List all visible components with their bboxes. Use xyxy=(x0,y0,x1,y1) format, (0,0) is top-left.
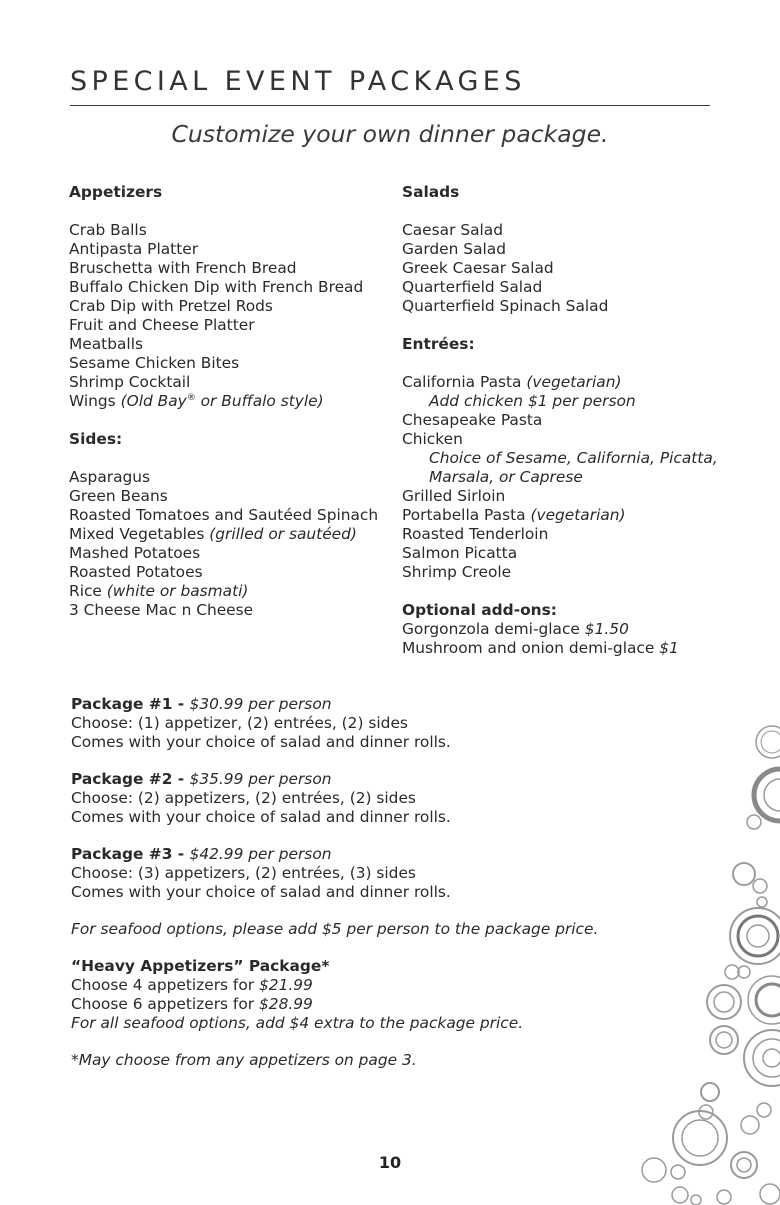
packages-list xyxy=(71,695,631,902)
entree-note: (vegetarian) xyxy=(530,506,626,524)
side-item xyxy=(69,468,399,487)
side-note: (white or basmati) xyxy=(106,582,249,600)
heavy-option-text: Choose 6 appetizers for xyxy=(71,995,259,1013)
package-label: Package #2 - xyxy=(71,770,190,788)
appetizer-item: Crab Balls xyxy=(69,221,147,239)
salads-section xyxy=(402,183,742,316)
appetizer-item: Antipasta Platter xyxy=(69,240,199,258)
side-name: Asparagus xyxy=(69,468,151,486)
package-includes: Comes with your choice of salad and dinner rolls. xyxy=(71,808,451,826)
appetizer-item: Meatballs xyxy=(69,335,143,353)
entree-sub-note: Marsala, or Caprese xyxy=(429,468,583,486)
appetizers-heading: Appetizers xyxy=(69,183,163,201)
appetizers-section xyxy=(69,183,399,411)
package-block xyxy=(71,695,631,752)
appetizer-list xyxy=(69,221,399,392)
appetizer-item: Buffalo Chicken Dip with French Bread xyxy=(69,278,364,296)
page-subtitle: Customize your own dinner package. xyxy=(171,120,609,148)
addon-price: $1 xyxy=(659,639,679,657)
salads-list xyxy=(402,221,742,316)
entree-item xyxy=(402,525,742,544)
entree-item xyxy=(402,430,742,449)
heavy-option xyxy=(71,976,631,995)
entree-note: (vegetarian) xyxy=(526,373,622,391)
package-label: Package #1 - xyxy=(71,695,190,713)
addons-section xyxy=(402,601,742,658)
heavy-heading: “Heavy Appetizers” Package* xyxy=(71,957,330,975)
appetizer-item: Crab Dip with Pretzel Rods xyxy=(69,297,273,315)
sides-section xyxy=(69,430,399,620)
entree-name: Shrimp Creole xyxy=(402,563,512,581)
salads-heading: Salads xyxy=(402,183,460,201)
package-header xyxy=(71,695,631,714)
entree-name: Chicken xyxy=(402,430,463,448)
side-name: Mashed Potatoes xyxy=(69,544,201,562)
heavy-option-price: $28.99 xyxy=(259,995,313,1013)
entree-name: Salmon Picatta xyxy=(402,544,518,562)
registered-mark: ® xyxy=(186,392,196,403)
salad-item: Greek Caesar Salad xyxy=(402,259,554,277)
package-includes: Comes with your choice of salad and dinner rolls. xyxy=(71,883,451,901)
entrees-heading: Entrées: xyxy=(402,335,475,353)
page-title: SPECIAL EVENT PACKAGES xyxy=(70,66,526,97)
packages-area xyxy=(71,695,631,1088)
side-name: Roasted Tomatoes and Sautéed Spinach xyxy=(69,506,379,524)
heavy-option-price: $21.99 xyxy=(259,976,313,994)
appetizer-wings xyxy=(69,392,399,411)
entrees-section xyxy=(402,335,742,582)
entree-item xyxy=(402,411,742,430)
wings-note xyxy=(121,392,324,410)
addon-name: Gorgonzola demi-glace xyxy=(402,620,585,638)
right-column xyxy=(402,183,742,658)
seafood-note: For seafood options, please add $5 per person to the package price. xyxy=(71,920,599,938)
entree-name: Chesapeake Pasta xyxy=(402,411,543,429)
heavy-note: For all seafood options, add $4 extra to the package price. xyxy=(71,1014,524,1032)
footnote: *May choose from any appetizers on page 3. xyxy=(71,1051,417,1069)
salad-item: Garden Salad xyxy=(402,240,506,258)
wings-note-b: or Buffalo style) xyxy=(195,392,324,410)
addon-item xyxy=(402,639,742,658)
entrees-list xyxy=(402,373,742,582)
package-choose: Choose: (3) appetizers, (2) entrées, (3) sides xyxy=(71,864,416,882)
appetizer-item: Bruschetta with French Bread xyxy=(69,259,297,277)
side-item xyxy=(69,544,399,563)
wings-name: Wings xyxy=(69,392,121,410)
side-item xyxy=(69,487,399,506)
appetizer-item: Shrimp Cocktail xyxy=(69,373,191,391)
side-name: Rice xyxy=(69,582,107,600)
package-header xyxy=(71,845,631,864)
addons-heading: Optional add-ons: xyxy=(402,601,557,619)
sides-heading: Sides: xyxy=(69,430,123,448)
page-number: 10 xyxy=(378,1153,402,1172)
sides-list xyxy=(69,468,399,620)
side-item xyxy=(69,601,399,620)
package-price: $35.99 per person xyxy=(189,770,332,788)
package-block xyxy=(71,845,631,902)
title-divider xyxy=(70,105,710,106)
entree-name: Portabella Pasta xyxy=(402,506,531,524)
side-note: (grilled or sautéed) xyxy=(209,525,357,543)
entree-item xyxy=(402,563,742,582)
heavy-option xyxy=(71,995,631,1014)
package-choose: Choose: (1) appetizer, (2) entrées, (2) sides xyxy=(71,714,408,732)
heavy-option-text: Choose 4 appetizers for xyxy=(71,976,259,994)
package-price: $30.99 per person xyxy=(189,695,332,713)
side-name: Green Beans xyxy=(69,487,168,505)
package-price: $42.99 per person xyxy=(189,845,332,863)
entree-sub-note: Choice of Sesame, California, Picatta, xyxy=(429,449,718,467)
entree-name: Roasted Tenderloin xyxy=(402,525,549,543)
wings-note-a: (Old Bay xyxy=(120,392,187,410)
addon-item xyxy=(402,620,742,639)
entree-item xyxy=(402,487,742,506)
entree-name: California Pasta xyxy=(402,373,527,391)
package-label: Package #3 - xyxy=(71,845,190,863)
package-header xyxy=(71,770,631,789)
heavy-appetizers-package xyxy=(71,957,631,1033)
package-block xyxy=(71,770,631,827)
side-name: 3 Cheese Mac n Cheese xyxy=(69,601,254,619)
heavy-lines xyxy=(71,976,631,1014)
salad-item: Caesar Salad xyxy=(402,221,503,239)
entree-name: Grilled Sirloin xyxy=(402,487,506,505)
entree-item xyxy=(402,373,742,392)
salad-item: Quarterfield Salad xyxy=(402,278,543,296)
addon-price: $1.50 xyxy=(584,620,629,638)
entree-item xyxy=(402,506,742,525)
package-choose: Choose: (2) appetizers, (2) entrées, (2) sides xyxy=(71,789,416,807)
side-item xyxy=(69,506,399,525)
entree-sub-note: Add chicken $1 per person xyxy=(429,392,636,410)
decorative-circles-graphic xyxy=(640,700,780,1205)
salad-item: Quarterfield Spinach Salad xyxy=(402,297,609,315)
side-name: Roasted Potatoes xyxy=(69,563,203,581)
addon-name: Mushroom and onion demi-glace xyxy=(402,639,660,657)
appetizer-item: Fruit and Cheese Platter xyxy=(69,316,255,334)
appetizer-item: Sesame Chicken Bites xyxy=(69,354,240,372)
side-item xyxy=(69,582,399,601)
entree-item xyxy=(402,544,742,563)
side-name: Mixed Vegetables xyxy=(69,525,210,543)
left-column xyxy=(69,183,399,639)
package-includes: Comes with your choice of salad and dinner rolls. xyxy=(71,733,451,751)
side-item xyxy=(69,525,399,544)
side-item xyxy=(69,563,399,582)
addons-list xyxy=(402,620,742,658)
